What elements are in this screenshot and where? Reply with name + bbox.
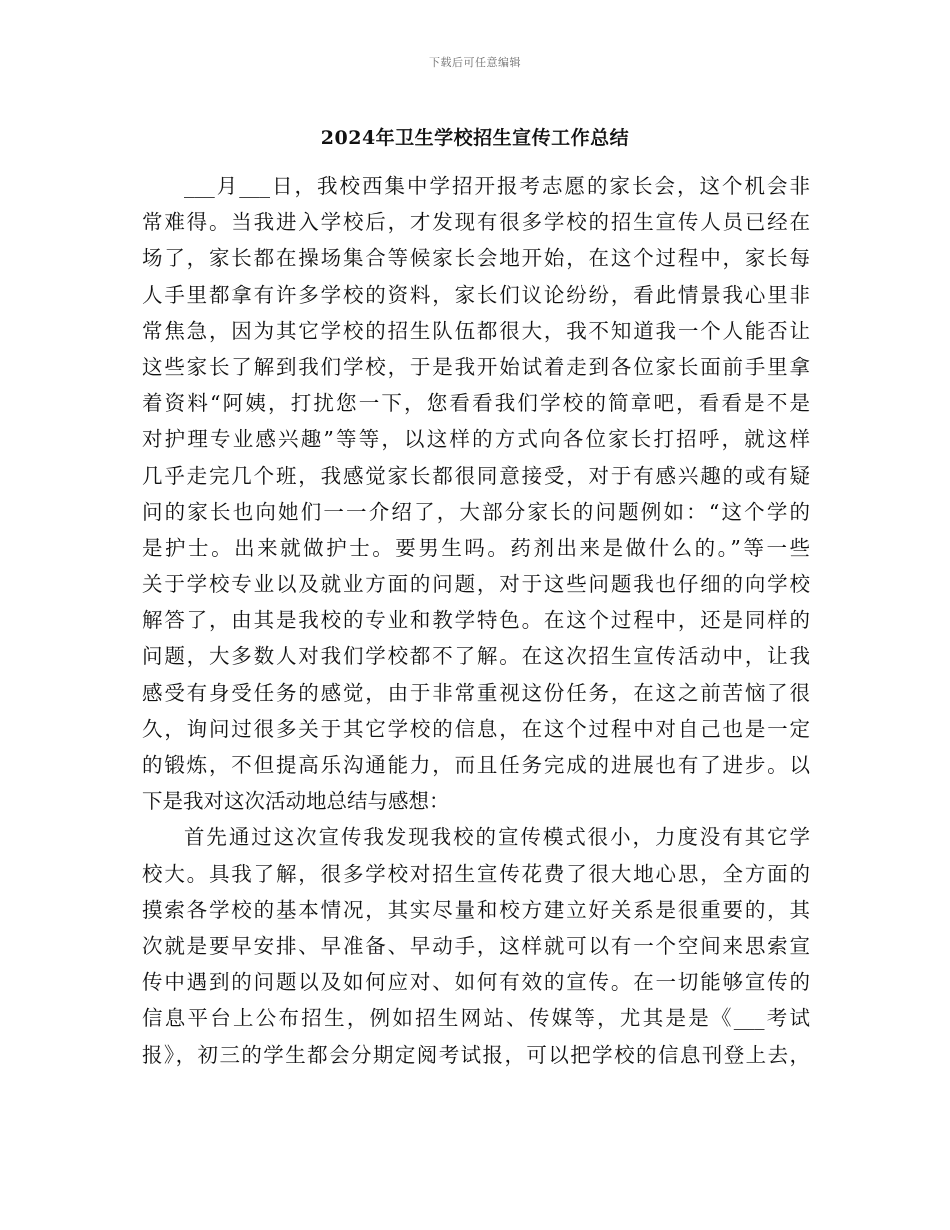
paragraph-line: 几乎走完几个班，我感觉家长都很同意接受，对于有感兴趣的或有疑 <box>142 463 810 488</box>
paragraph-line: 常焦急，因为其它学校的招生队伍都很大，我不知道我一个人能否让 <box>142 318 810 343</box>
paragraph-line: 感受有身受任务的感觉，由于非常重视这份任务，在这之前苦恼了很 <box>142 680 810 705</box>
paragraph-line: 的锻炼，不但提高乐沟通能力，而且任务完成的进展也有了进步。以 <box>142 753 810 777</box>
paragraph-line: 解答了，由其是我校的专业和教学特色。在这个过程中，还是同样的 <box>142 608 810 633</box>
paragraph-line: 常难得。当我进入学校后，才发现有很多学校的招生宣传人员已经在 <box>142 210 810 235</box>
document-title: 2024年卫生学校招生宣传工作总结 <box>320 127 630 149</box>
paragraph-line: 次就是要早安排、早准备、早动手，这样就可以有一个空间来思索宣 <box>142 933 810 958</box>
document-body <box>142 168 810 1073</box>
header-note: 下载后可任意编辑 <box>429 56 521 69</box>
paragraph-line: 报》，初三的学生都会分期定阅考试报，可以把学校的信息刊登上去， <box>142 1042 810 1067</box>
paragraph-line: 久，询问过很多关于其它学校的信息，在这个过程中对自己也是一定 <box>142 716 810 741</box>
paragraph-line: 着资料“阿姨，打扰您一下，您看看我们学校的简章吧，看看是不是 <box>142 391 810 416</box>
paragraph-line: 人手里都拿有许多学校的资料，家长们议论纷纷，看此情景我心里非 <box>142 282 810 307</box>
paragraph-line: 问题，大多数人对我们学校都不了解。在这次招生宣传活动中，让我 <box>142 644 810 669</box>
paragraph-line: 校大。具我了解，很多学校对招生宣传花费了很大地心思，全方面的 <box>142 861 810 886</box>
paragraph-line: 问的家长也向她们一一介绍了，大部分家长的问题例如：“这个学的 <box>142 499 810 524</box>
paragraph-line: 摸索各学校的基本情况，其实尽量和校方建立好关系是很重要的，其 <box>142 897 810 922</box>
paragraph-line: 下是我对这次活动地总结与感想： <box>142 789 450 814</box>
paragraph-line: 场了，家长都在操场集合等候家长会地开始，在这个过程中，家长每 <box>142 246 810 271</box>
paragraph-line: 对护理专业感兴趣”等等，以这样的方式向各位家长打招呼，就这样 <box>142 427 810 452</box>
paragraph-line: 这些家长了解到我们学校，于是我开始试着走到各位家长面前手里拿 <box>142 354 810 379</box>
paragraph-line: 是护士。出来就做护士。要男生吗。药剂出来是做什么的。”等一些 <box>142 535 810 560</box>
paragraph-line: 传中遇到的问题以及如何应对、如何有效的宣传。在一切能够宣传的 <box>142 970 810 995</box>
paragraph-line: 关于学校专业以及就业方面的问题，对于这些问题我也仔细的向学校 <box>142 572 810 597</box>
paragraph-line: 信息平台上公布招生，例如招生网站、传媒等，尤其是是《___考试 <box>142 1006 810 1031</box>
paragraph-line: ___月___日，我校西集中学招开报考志愿的家长会，这个机会非 <box>184 174 810 198</box>
paragraph-line: 首先通过这次宣传我发现我校的宣传模式很小，力度没有其它学 <box>184 825 810 850</box>
